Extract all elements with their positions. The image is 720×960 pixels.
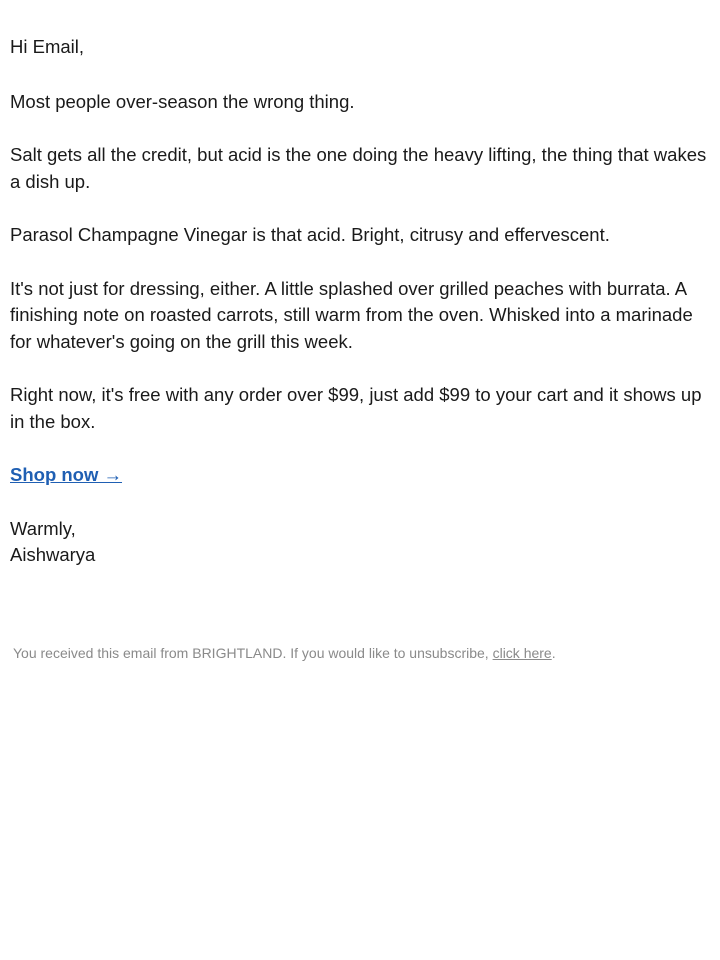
email-body: [10, 34, 710, 596]
cta-container: [10, 462, 710, 489]
greeting: Hi Email,: [10, 36, 85, 57]
closing: Warmly,: [10, 517, 76, 539]
footer-period: .: [551, 645, 556, 661]
paragraph-product: Parasol Champagne Vinegar is that acid. Bright, citrusy and effervescent.: [10, 224, 610, 245]
paragraph-offer: Right now, it's free with any order over $99, just add $99 to your cart and it shows up in the box.: [10, 384, 702, 432]
email-footer: [13, 643, 713, 663]
paragraph-uses: It's not just for dressing, either. A little splashed over grilled peaches with burrata. A finishing note on roasted carrots, still warm from the oven. Whisked into a marinade for whatever's going on the grill this week.: [10, 277, 693, 352]
paragraph-intro: Most people over-season the wrong thing.: [10, 90, 355, 112]
footer-text: You received this email from BRIGHTLAND. If you would like to unsubscribe,: [13, 645, 493, 661]
shop-now-link[interactable]: Shop now →: [10, 464, 123, 485]
unsubscribe-link[interactable]: click here: [492, 645, 552, 661]
signature: Aishwarya: [10, 544, 96, 565]
paragraph-acid: Salt gets all the credit, but acid is the one doing the heavy lifting, the thing that wakes a dish up.: [10, 144, 707, 192]
signoff: [10, 516, 710, 569]
